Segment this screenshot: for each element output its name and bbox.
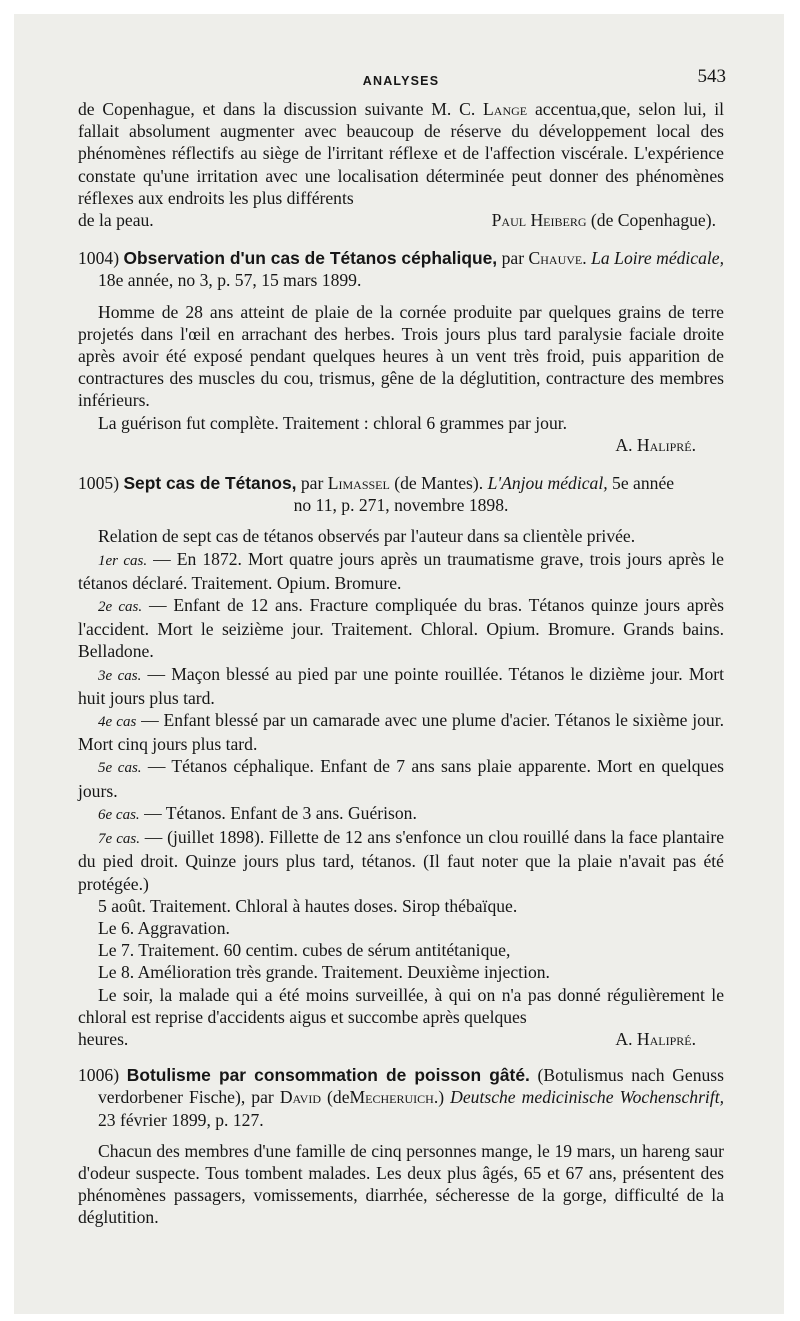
followup-2: Le 6. Aggravation. (98, 917, 230, 938)
entry-1006-number: 1006) (78, 1065, 120, 1086)
entry-1005-signature: A. Halipré. (615, 1028, 696, 1049)
intro-paragraph (78, 98, 724, 209)
entry-1005-ref-a: 5e année (612, 473, 675, 494)
case-5-text: — Tétanos céphalique. Enfant de 7 ans sans plaie apparente. Mort en quelques jours. (78, 756, 724, 801)
case-2-label: 2e cas. (98, 599, 143, 616)
case-4 (78, 709, 724, 755)
entry-1006-ref: 23 février 1899, p. 127. (98, 1109, 264, 1130)
case-6 (78, 802, 724, 826)
header-title: ANALYSES (362, 74, 440, 88)
entry-1005-ref-b: no 11, p. 271, novembre 1898. (293, 495, 509, 516)
intro-signature (492, 209, 724, 231)
case-7 (78, 826, 724, 895)
entry-1005-author-place: (de Mantes). (394, 473, 484, 494)
entry-1005-author: Limassel (327, 473, 390, 494)
entry-1006-author: David (279, 1087, 321, 1108)
entry-1004-by-prefix: par (501, 248, 525, 269)
case-3-label: 3e cas. (98, 667, 142, 684)
intro-lange: Lange (483, 99, 528, 119)
entry-1005-number: 1005) (78, 473, 120, 494)
case-2 (78, 594, 724, 663)
followup-3: Le 7. Traitement. 60 centim. cubes de sérum antitétanique, (98, 940, 511, 961)
entry-1005-closing-last: heures. (78, 1028, 129, 1049)
intro-last-words: de la peau. (78, 210, 154, 231)
page-text (78, 66, 724, 1229)
followup-1: 5 août. Traitement. Chloral à hautes doses. Sirop thébaïque. (98, 895, 518, 916)
entry-1004-title: Observation d'un cas de Tétanos céphalique, (123, 248, 498, 269)
entry-1006-subtitle: (Botulismus nach Genuss verdorbener Fische), par (98, 1065, 724, 1108)
entry-1006-place: Mecheruich.) (349, 1087, 445, 1108)
case-5-label: 5e cas. (98, 760, 142, 777)
entry-1006-place-prefix: (de (327, 1087, 350, 1108)
entry-1005-title: Sept cas de Tétanos, (123, 473, 297, 494)
entry-1005-intro: Relation de sept cas de tétanos observés par l'auteur dans sa clientèle privée. (98, 526, 636, 547)
followup-4: Le 8. Amélioration très grande. Traitement. Deuxième injection. (98, 962, 550, 983)
page-number: 543 (697, 66, 726, 87)
case-4-label: 4e cas (98, 714, 137, 731)
intro-author-place: (de Copenhague). (590, 210, 716, 231)
case-3-text: — Maçon blessé au pied par une pointe rouillée. Tétanos le dizième jour. Mort huit jours plus tard. (78, 663, 725, 708)
case-1-label: 1er cas. (98, 552, 148, 569)
entry-1006-journal: Deutsche medicinische Wochenschrift, (450, 1087, 724, 1108)
case-3 (78, 663, 724, 709)
intro-line-1: de Copenhague, et dans la discussion suivante M. C. (78, 99, 476, 119)
case-6-label: 6e cas. (98, 806, 140, 823)
case-5 (78, 755, 724, 801)
entry-1004-signature: A. Halipré. (615, 434, 696, 455)
case-4-text: — Enfant blessé par un camarade avec une plume d'acier. Tétanos le sixième jour. Mort cinq jours plus tard. (78, 710, 724, 755)
case-7-label: 7e cas. (98, 831, 141, 848)
entry-1005-journal: L'Anjou médical, (487, 473, 608, 494)
entry-1004-author: Chauve. (528, 248, 587, 269)
intro-signature-line (78, 209, 724, 231)
entry-1004-journal: La Loire médicale, (591, 248, 725, 269)
entry-1004-ref: 18e année, no 3, p. 57, 15 mars 1899. (98, 270, 362, 291)
entry-1004-paragraph-1: Homme de 28 ans atteint de plaie de la cornée produite par quelques grains de terre projetés dans l'œil en arrachant des herbes. Trois jours plus tard paralysie faciale droite après avoir été exposé pendant quelques heures à un vent très froid, puis apparition de contractures des muscles du cou, trismus, gêne de la déglutition, contracture des membres inférieurs. (78, 301, 724, 411)
running-header (78, 66, 724, 92)
entry-1006 (78, 1064, 724, 1228)
case-6-text: — Tétanos. Enfant de 3 ans. Guérison. (144, 802, 417, 823)
case-1-text: — En 1872. Mort quatre jours après un traumatisme grave, trois jours après le tétanos déclaré. Traitement. Opium. Bromure. (78, 548, 724, 593)
entry-1005-heading (78, 472, 724, 494)
entry-1006-title: Botulisme par consommation de poisson gâté. (126, 1065, 530, 1086)
entry-1004-number: 1004) (78, 248, 120, 269)
entry-1004-heading (78, 247, 724, 291)
intro-line-2: accentua,que, selon lui, il fallait absolument augmenter avec beaucoup de réserve du développement local des phénomènes réflectifs au siège de l'irritant réflexe et de l'affection viscérale. L'expérience constate qu'une irritation avec une localisation déterminée peut donner des phénomènes réflexes aux endroits les plus différents (78, 99, 725, 208)
intro-author: Paul Heiberg (491, 210, 587, 231)
case-2-text: — Enfant de 12 ans. Fracture compliquée du bras. Tétanos quinze jours après l'accident. Mort le seizième jour. Traitement. Chloral. Opium. Bromure. Grands bains. Belladone. (78, 595, 725, 662)
entry-1005-by-prefix: par (300, 473, 324, 494)
entry-1006-paragraph: Chacun des membres d'une famille de cinq personnes mange, le 19 mars, un hareng saur d'odeur suspecte. Tous tombent malades. Les deux plus âgés, 65 et 67 ans, présentent des phénomènes passagers, vomissements, diarrhée, sécheresse de la gorge, difficulté de la déglutition. (78, 1140, 724, 1228)
case-7-text: — (juillet 1898). Fillette de 12 ans s'enfonce un clou rouillé dans la face plantaire du pied droit. Quinze jours plus tard, tétanos. (Il faut noter que la plaie n'avait pas été protégée.) (78, 827, 725, 894)
entry-1005-closing: Le soir, la malade qui a été moins surveillée, à qui on n'a pas donné régulièrement le chloral est reprise d'accidents aigus et succombe après quelques (78, 984, 724, 1027)
entry-1006-heading (78, 1064, 724, 1131)
entry-1004-paragraph-2: La guérison fut complète. Traitement : chloral 6 grammes par jour. (98, 412, 568, 433)
entry-1005-closing-line (78, 1028, 724, 1050)
entry-1005 (78, 472, 724, 1050)
entry-1004 (78, 247, 724, 456)
case-1 (78, 548, 724, 594)
